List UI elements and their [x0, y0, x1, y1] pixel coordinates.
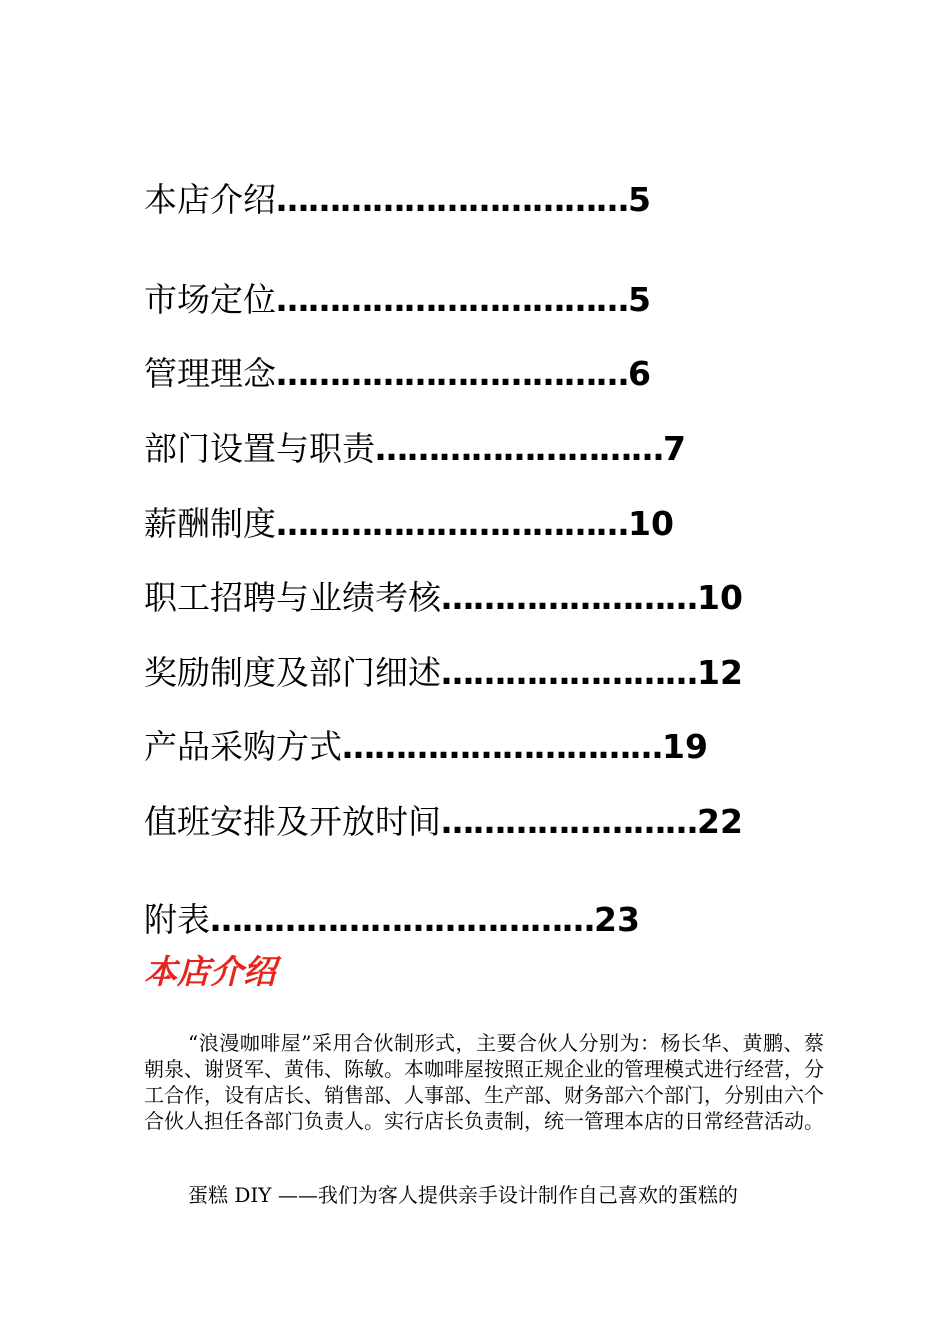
- toc-title: 产品采购方式: [144, 727, 342, 766]
- section-heading: 本店介绍: [144, 952, 276, 991]
- toc-page-number: 6: [628, 354, 651, 393]
- toc-leader-dots: ………………………: [375, 429, 663, 468]
- toc-title: 薪酬制度: [144, 504, 276, 543]
- body-paragraph: 蛋糕 DIY ——我们为客人提供亲手设计制作自己喜欢的蛋糕的: [188, 1183, 738, 1207]
- toc-leader-dots: ……………………: [441, 802, 697, 841]
- toc-title: 职工招聘与业绩考核: [144, 578, 441, 617]
- toc-page-number: 23: [594, 900, 640, 939]
- toc-entry[interactable]: [144, 178, 651, 222]
- toc-title: 奖励制度及部门细述: [144, 653, 441, 692]
- toc-leader-dots: ……………………: [441, 653, 697, 692]
- toc-leader-dots: ……………………………: [276, 280, 628, 319]
- toc-title: 附表: [144, 900, 210, 939]
- toc-page-number: 5: [628, 280, 651, 319]
- toc-title: 本店介绍: [144, 180, 276, 219]
- toc-leader-dots: ……………………………: [276, 354, 628, 393]
- toc-leader-dots: …………………………: [342, 727, 662, 766]
- toc-leader-dots: ……………………………: [276, 180, 628, 219]
- toc-entry[interactable]: [144, 576, 743, 620]
- toc-entry[interactable]: [144, 427, 686, 471]
- toc-entry[interactable]: [144, 278, 651, 322]
- toc-page-number: 7: [663, 429, 686, 468]
- toc-title: 部门设置与职责: [144, 429, 375, 468]
- toc-page-number: 19: [662, 727, 708, 766]
- toc-leader-dots: ………………………………: [210, 900, 594, 939]
- toc-entry[interactable]: [144, 800, 743, 844]
- toc-title: 值班安排及开放时间: [144, 802, 441, 841]
- toc-page-number: 10: [697, 578, 743, 617]
- toc-page-number: 12: [697, 653, 743, 692]
- toc-page-number: 10: [628, 504, 674, 543]
- toc-title: 市场定位: [144, 280, 276, 319]
- toc-title: 管理理念: [144, 354, 276, 393]
- toc-page-number: 5: [628, 180, 651, 219]
- toc-entry[interactable]: [144, 898, 640, 942]
- toc-leader-dots: ……………………………: [276, 504, 628, 543]
- toc-leader-dots: ……………………: [441, 578, 697, 617]
- toc-entry[interactable]: [144, 502, 674, 546]
- toc-entry[interactable]: [144, 352, 651, 396]
- toc-page-number: 22: [697, 802, 743, 841]
- body-paragraph: “浪漫咖啡屋”采用合伙制形式，主要合伙人分别为：杨长华、黄鹏、蔡朝泉、谢贤军、黄伟、陈敏。本咖啡屋按照正规企业的管理模式进行经营，分工合作，设有店长、销售部、人事部、生产部、财务部六个部门，分别由六个合伙人担任各部门负责人。实行店长负责制，统一管理本店的日常经营活动。: [144, 1031, 824, 1133]
- toc-entry[interactable]: [144, 651, 743, 695]
- toc-entry[interactable]: [144, 725, 708, 769]
